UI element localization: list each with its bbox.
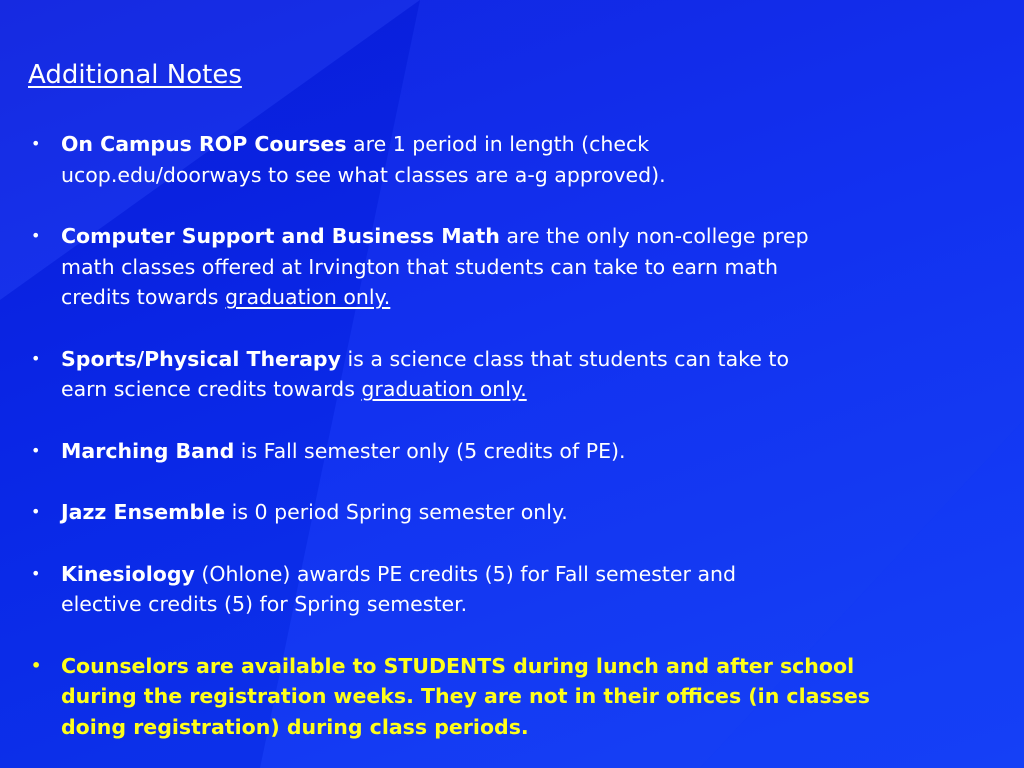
note-marching-band — [28, 436, 958, 467]
note-bold: Marching Band — [61, 438, 235, 463]
note-text: are the only non-college prep — [499, 224, 809, 248]
note-text: credits towards — [61, 285, 225, 309]
note-text: math classes offered at Irvington that students can take to earn math — [61, 254, 779, 279]
note-sports-therapy — [28, 344, 958, 405]
note-kinesiology — [28, 559, 958, 620]
notes-list — [28, 129, 958, 768]
slide-title: Additional Notes — [28, 60, 242, 90]
note-text: earn science credits towards — [61, 377, 362, 401]
note-jazz-ensemble — [28, 497, 958, 528]
bullet-icon: • — [31, 440, 41, 460]
note-text: during the registration weeks. They are not in their offices (in classes — [61, 684, 870, 708]
bullet-icon: • — [31, 655, 42, 675]
note-rop-courses — [28, 129, 958, 190]
bullet-icon: • — [31, 563, 41, 583]
note-text: Counselors are available to STUDENTS during lunch and after school — [61, 653, 855, 678]
note-bold: Sports/Physical Therapy — [61, 346, 341, 371]
note-underline: graduation only. — [225, 285, 391, 309]
bullet-icon: • — [31, 502, 41, 521]
note-text: ucop.edu/doorways to see what classes are a-g approved). — [61, 162, 666, 187]
note-underline: graduation only. — [361, 377, 527, 401]
note-text: doing registration) during class periods. — [61, 714, 529, 739]
note-bold: Jazz Ensemble — [61, 500, 226, 524]
note-text: is a science class that students can take to — [340, 346, 790, 371]
note-counselors — [28, 651, 958, 743]
note-text: are 1 period in length (check — [346, 132, 650, 156]
note-bold: Computer Support and Business Math — [61, 224, 500, 248]
bullet-icon: • — [31, 134, 41, 153]
note-text: (Ohlone) awards PE credits (5) for Fall semester and — [194, 561, 737, 586]
bullet-icon: • — [31, 348, 41, 368]
note-text: elective credits (5) for Spring semester. — [61, 592, 468, 616]
bullet-icon: • — [31, 226, 41, 245]
note-business-math — [28, 221, 958, 313]
note-text: is 0 period Spring semester only. — [225, 500, 568, 524]
note-bold: On Campus ROP Courses — [61, 132, 347, 156]
note-text: is Fall semester only (5 credits of PE). — [234, 438, 626, 463]
note-bold: Kinesiology — [61, 561, 195, 586]
